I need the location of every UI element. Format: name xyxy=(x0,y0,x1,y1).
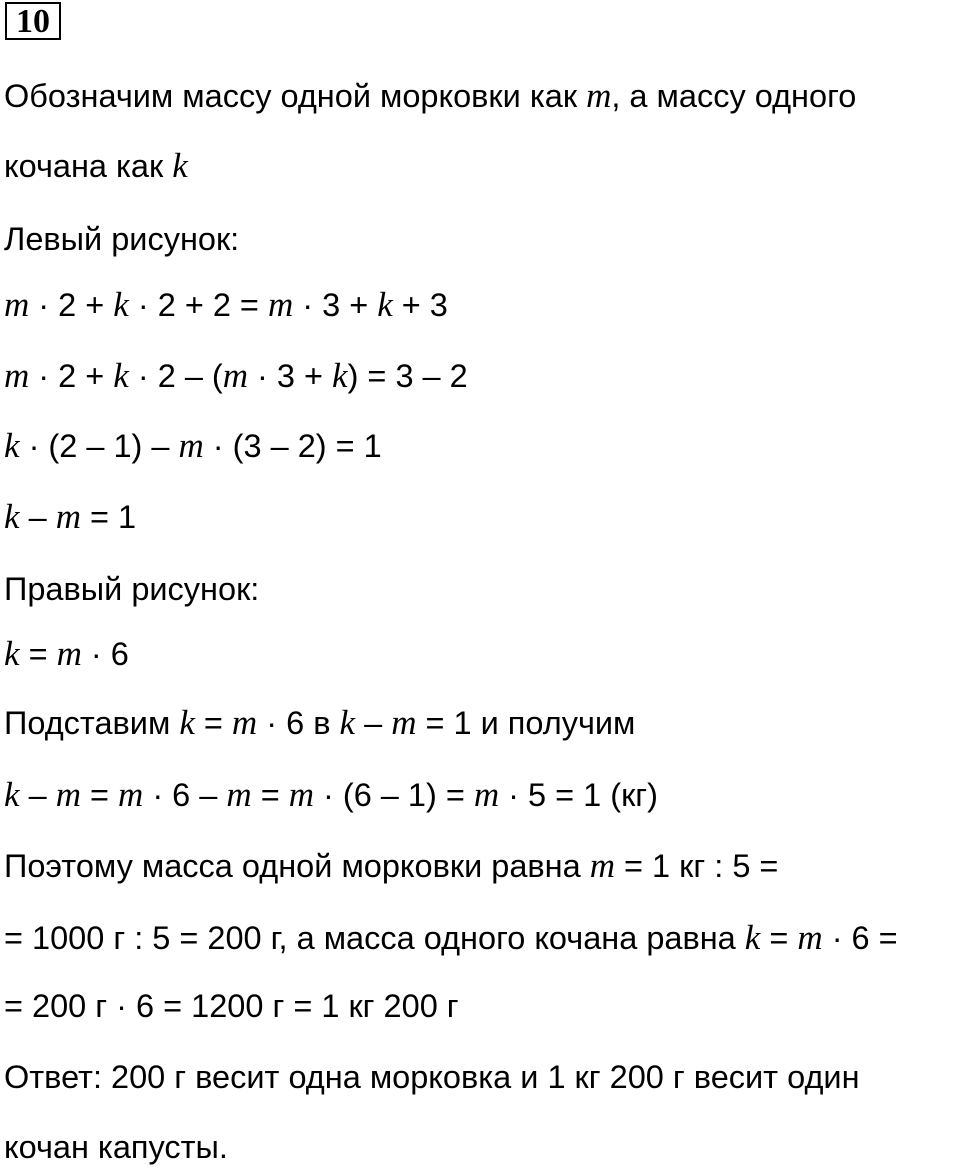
text-segment: = xyxy=(251,777,289,813)
text-segment: · 3 + xyxy=(248,358,333,394)
math-variable: m xyxy=(288,775,314,814)
math-variable: m xyxy=(267,285,294,324)
text-segment: кочана как xyxy=(4,148,173,184)
math-variable: k xyxy=(4,426,20,465)
math-variable: m xyxy=(118,775,144,814)
text-segment: · 2 + xyxy=(29,358,114,394)
math-variable: k xyxy=(4,775,20,814)
solution-line xyxy=(4,497,136,537)
text-segment: Левый рисунок: xyxy=(4,221,240,257)
text-segment: · 3 + xyxy=(293,287,378,323)
solution-line xyxy=(4,1127,228,1167)
solution-line xyxy=(4,285,448,325)
text-segment: – xyxy=(19,499,56,535)
math-variable: m xyxy=(178,426,204,465)
text-segment: = 1 xyxy=(80,499,137,535)
task-number-badge: 10 xyxy=(5,2,61,40)
text-segment: · (2 – 1) – xyxy=(19,428,179,464)
text-segment: Обозначим массу одной морковки как xyxy=(4,78,587,114)
math-variable: k xyxy=(4,497,20,536)
math-variable: m xyxy=(589,846,616,885)
math-variable: m xyxy=(55,775,81,814)
text-segment: · 2 + xyxy=(29,287,114,323)
math-variable: k xyxy=(332,356,348,395)
math-variable: m xyxy=(4,356,30,395)
text-segment: · 6 = xyxy=(822,920,898,956)
solution-line xyxy=(4,1057,860,1097)
math-variable: m xyxy=(226,775,252,814)
math-variable: k xyxy=(172,146,188,185)
text-segment: – xyxy=(355,705,392,741)
math-variable: k xyxy=(4,634,20,673)
solution-line xyxy=(4,986,459,1026)
text-segment: ) = 3 – 2 xyxy=(347,358,468,394)
text-segment: · 6 в xyxy=(257,705,340,741)
text-segment: = xyxy=(194,705,232,741)
text-segment: = 1 и получим xyxy=(416,705,636,741)
math-variable: k xyxy=(377,285,393,324)
math-variable: m xyxy=(56,634,82,673)
math-variable: m xyxy=(4,285,30,324)
solution-line xyxy=(4,356,468,396)
solution-line xyxy=(4,146,188,186)
text-segment: Поэтому масса одной морковки равна xyxy=(4,848,590,884)
solution-line xyxy=(4,76,856,116)
solution-line xyxy=(4,634,129,674)
math-variable: m xyxy=(231,703,258,742)
solution-line xyxy=(4,703,635,743)
text-segment: = xyxy=(19,636,57,672)
math-variable: m xyxy=(473,775,500,814)
text-segment: Ответ: 200 г весит одна морковка и 1 кг 200 г весит один xyxy=(4,1059,860,1095)
math-variable: m xyxy=(55,497,81,536)
math-variable: k xyxy=(113,356,129,395)
text-segment: Подставим xyxy=(4,705,180,741)
text-segment: · (3 – 2) = 1 xyxy=(203,428,382,464)
text-segment: = xyxy=(760,920,798,956)
text-segment: · (6 – 1) = xyxy=(314,777,474,813)
math-variable: k xyxy=(113,285,129,324)
solution-line xyxy=(4,918,898,958)
solution-line xyxy=(4,426,382,466)
solution-line xyxy=(4,569,259,609)
text-segment: = xyxy=(80,777,119,813)
math-variable: k xyxy=(179,703,195,742)
solution-line xyxy=(4,846,778,886)
math-variable: m xyxy=(797,918,823,957)
text-segment: = 200 г · 6 = 1200 г = 1 кг 200 г xyxy=(4,988,459,1024)
math-variable: k xyxy=(339,703,356,742)
math-variable: m xyxy=(391,703,417,742)
text-segment: = 1 кг : 5 = xyxy=(615,848,779,884)
text-segment: · 6 – xyxy=(143,777,227,813)
text-segment: , а массу одного xyxy=(611,78,857,114)
solution-line xyxy=(4,775,658,815)
math-variable: m xyxy=(222,356,249,395)
math-variable: m xyxy=(586,76,612,115)
solution-line xyxy=(4,219,239,259)
text-segment: · 2 – ( xyxy=(128,358,223,394)
text-segment: · 6 xyxy=(81,636,129,672)
math-variable: k xyxy=(744,918,761,957)
text-segment: – xyxy=(19,777,56,813)
text-segment: + 3 xyxy=(392,287,448,323)
text-segment: = 1000 г : 5 = 200 г, а масса одного кочана равна xyxy=(4,920,745,956)
text-segment: · 2 + 2 = xyxy=(128,287,268,323)
text-segment: Правый рисунок: xyxy=(4,571,260,607)
text-segment: кочан капусты. xyxy=(4,1129,228,1165)
text-segment: · 5 = 1 (кг) xyxy=(499,777,658,813)
